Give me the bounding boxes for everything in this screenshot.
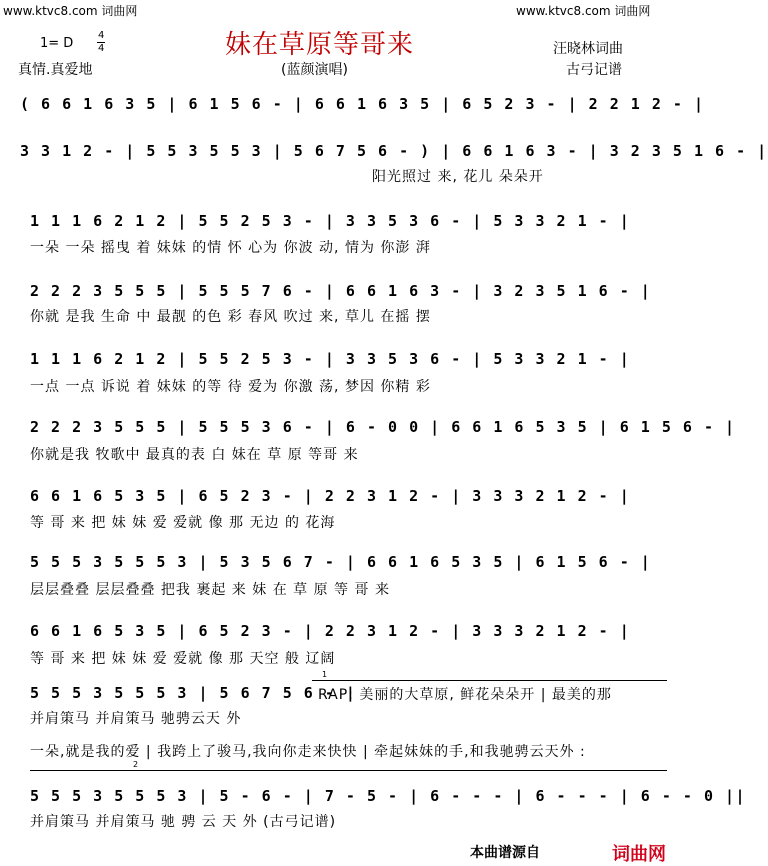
lyrics-row-10: 并肩策马 并肩策马 驰骋云天 外 xyxy=(30,711,242,727)
time-signature-bottom: 4 xyxy=(98,43,105,54)
source-label: 本曲谱源自 xyxy=(470,845,540,861)
notation-row-6: 2 2 2 3 5 5 5 | 5 5 5 3 6 - | 6 - 0 0 | 6 6 1 6 5 3 5 | 6 1 5 6 - | xyxy=(30,418,736,436)
watermark-right: www.ktvc8.com 词曲网 xyxy=(516,4,651,18)
notation-row-8: 5 5 5 3 5 5 5 3 | 5 3 5 6 7 - | 6 6 1 6 5 3 5 | 6 1 5 6 - | xyxy=(30,553,652,571)
volta-1-line xyxy=(312,680,667,681)
notation-row-9: 6 6 1 6 5 3 5 | 6 5 2 3 - | 2 2 3 1 2 - | 3 3 3 2 1 2 - | xyxy=(30,622,631,640)
rap-row-10: RAP: 美丽的大草原, 鲜花朵朵开 | 最美的那 xyxy=(318,687,612,703)
lyrics-row-3: 一朵 一朵 摇曳 着 妹妹 的情 怀 心为 你波 动, 情为 你澎 湃 xyxy=(30,240,431,256)
lyrics-row-7: 等 哥 来 把 妹 妹 爱 爱就 像 那 无边 的 花海 xyxy=(30,515,336,531)
lyrics-row-2: 阳光照过 来, 花儿 朵朵开 xyxy=(372,169,544,185)
notation-row-12: 5 5 5 3 5 5 5 3 | 5 - 6 - | 7 - 5 - | 6 - - - | 6 - - - | 6 - - 0 || xyxy=(30,787,747,805)
lyrics-row-12: 并肩策马 并肩策马 驰 骋 云 天 外 (古弓记谱) xyxy=(30,814,337,830)
volta-2-line xyxy=(30,770,667,771)
notation-row-4: 2 2 2 3 5 5 5 | 5 5 5 7 6 - | 6 6 1 6 3 - | 3 2 3 5 1 6 - | xyxy=(30,282,652,300)
time-signature-top: 4 xyxy=(98,30,105,41)
notation-row-3: 1 1 1 6 2 1 2 | 5 5 2 5 3 - | 3 3 5 3 6 - | 5 3 3 2 1 - | xyxy=(30,212,631,230)
notation-row-10: 5 5 5 3 5 5 5 3 | 5 6 7 5 6 - | xyxy=(30,684,357,702)
transcriber: 古弓记谱 xyxy=(566,62,622,78)
brand-logo[interactable]: 词曲网 xyxy=(612,844,666,865)
lyrics-row-8: 层层叠叠 层层叠叠 把我 裹起 来 妹 在 草 原 等 哥 来 xyxy=(30,582,390,598)
lyrics-row-11: 一朵,就是我的爱 | 我跨上了骏马,我向你走来快快 | 牵起妹妹的手,和我驰骋云天外 : xyxy=(30,744,586,760)
notation-row-5: 1 1 1 6 2 1 2 | 5 5 2 5 3 - | 3 3 5 3 6 - | 5 3 3 2 1 - | xyxy=(30,350,631,368)
volta-1-number: 1 xyxy=(322,670,328,679)
lyrics-row-9: 等 哥 来 把 妹 妹 爱 爱就 像 那 天空 般 辽阔 xyxy=(30,651,336,667)
lyrics-row-5: 一点 一点 诉说 着 妹妹 的等 待 爱为 你激 荡, 梦因 你精 彩 xyxy=(30,379,431,395)
key-signature: 1= D xyxy=(40,36,74,51)
watermark-left: www.ktvc8.com 词曲网 xyxy=(3,4,138,18)
singer: (蓝颜演唱) xyxy=(281,62,348,78)
notation-row-2: 3 3 1 2 - | 5 5 3 5 5 3 | 5 6 7 5 6 - ) | 6 6 1 6 3 - | 3 2 3 5 1 6 - | xyxy=(20,142,768,160)
mood: 真情.真爱地 xyxy=(18,62,93,78)
lyrics-row-6: 你就是我 牧歌中 最真的表 白 妹在 草 原 等哥 来 xyxy=(30,447,359,463)
page-title: 妹在草原等哥来 xyxy=(225,30,415,60)
notation-row-1: ( 6 6 1 6 3 5 | 6 1 5 6 - | 6 6 1 6 3 5 | 6 5 2 3 - | 2 2 1 2 - | xyxy=(20,95,705,113)
volta-2-number: 2 xyxy=(133,760,139,769)
lyrics-row-4: 你就 是我 生命 中 最靓 的色 彩 春风 吹过 来, 草儿 在摇 摆 xyxy=(30,309,431,325)
credits: 汪晓林词曲 xyxy=(553,41,623,57)
notation-row-7: 6 6 1 6 5 3 5 | 6 5 2 3 - | 2 2 3 1 2 - | 3 3 3 2 1 2 - | xyxy=(30,487,631,505)
